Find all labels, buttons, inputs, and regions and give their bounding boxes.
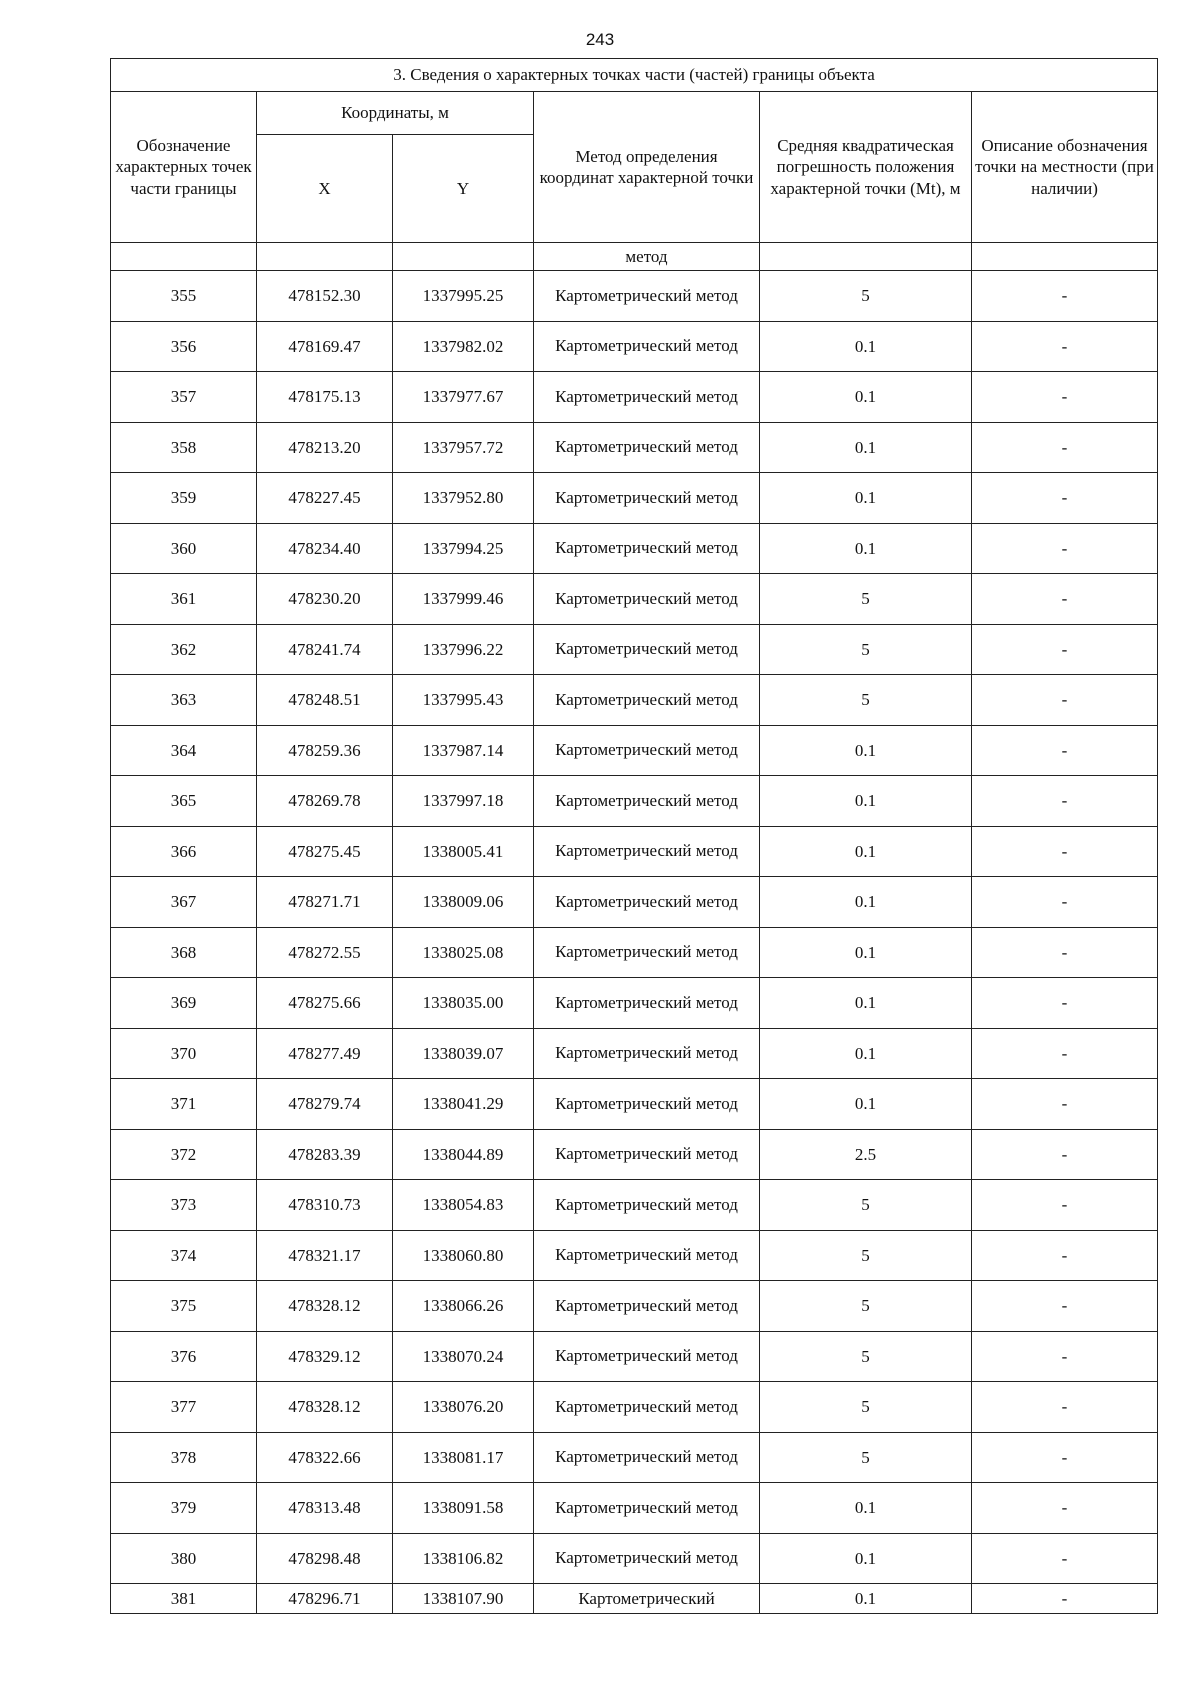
cell-x: 478329.12 (257, 1331, 393, 1382)
table-row (111, 321, 1158, 372)
cell-description: - (972, 574, 1158, 625)
cell-point: 362 (111, 624, 257, 675)
cell-method: Картометрический метод (534, 1281, 760, 1332)
header-description: Описание обозначения точки на местности (при наличии) (972, 92, 1158, 243)
table-row (111, 624, 1158, 675)
cell-method: Картометрический метод (534, 523, 760, 574)
cell-error: 0.1 (760, 725, 972, 776)
cell-y: 1338035.00 (393, 978, 534, 1029)
cell-point: 356 (111, 321, 257, 372)
cell-description: - (972, 1230, 1158, 1281)
table-row (111, 1483, 1158, 1534)
cell-x: 478227.45 (257, 473, 393, 524)
cell-point: 355 (111, 271, 257, 322)
cell-error: 5 (760, 1281, 972, 1332)
cell-point: 376 (111, 1331, 257, 1382)
cell-point: 380 (111, 1533, 257, 1584)
cell-description: - (972, 1180, 1158, 1231)
cell-error: 0.1 (760, 877, 972, 928)
cell-error: 0.1 (760, 776, 972, 827)
cell-y: 1337994.25 (393, 523, 534, 574)
cell-point: 367 (111, 877, 257, 928)
cell-description: - (972, 1129, 1158, 1180)
cell-y: 1338091.58 (393, 1483, 534, 1534)
cell-x: 478175.13 (257, 372, 393, 423)
cell-method: Картометрический метод (534, 1331, 760, 1382)
cell-method: Картометрический метод (534, 1533, 760, 1584)
cell-description: - (972, 422, 1158, 473)
cell-empty (257, 243, 393, 271)
cell-description: - (972, 927, 1158, 978)
cell-description: - (972, 372, 1158, 423)
cell-method: Картометрический метод (534, 776, 760, 827)
cell-error: 5 (760, 1382, 972, 1433)
cell-point: 378 (111, 1432, 257, 1483)
cell-error: 0.1 (760, 826, 972, 877)
continuation-row (111, 243, 1158, 271)
cell-x: 478279.74 (257, 1079, 393, 1130)
cell-error: 0.1 (760, 523, 972, 574)
cell-method: Картометрический метод (534, 624, 760, 675)
cell-y: 1338009.06 (393, 877, 534, 928)
cell-point: 361 (111, 574, 257, 625)
cell-description: - (972, 1432, 1158, 1483)
cell-point: 371 (111, 1079, 257, 1130)
cell-point: 372 (111, 1129, 257, 1180)
cell-method: Картометрический метод (534, 927, 760, 978)
header-point: Обозначение характерных точек части границы (111, 92, 257, 243)
cell-description: - (972, 1533, 1158, 1584)
table-row (111, 1028, 1158, 1079)
table-row (111, 776, 1158, 827)
cell-description: - (972, 1483, 1158, 1534)
cell-description: - (972, 877, 1158, 928)
cell-method: Картометрический метод (534, 1180, 760, 1231)
cell-error: 0.1 (760, 1584, 972, 1614)
cell-y: 1338044.89 (393, 1129, 534, 1180)
cell-error: 0.1 (760, 321, 972, 372)
table-row (111, 1281, 1158, 1332)
cell-method: Картометрический метод (534, 321, 760, 372)
cell-point: 370 (111, 1028, 257, 1079)
table-row (111, 1382, 1158, 1433)
cell-y: 1338054.83 (393, 1180, 534, 1231)
cell-point: 379 (111, 1483, 257, 1534)
cell-description: - (972, 1028, 1158, 1079)
cell-error: 5 (760, 271, 972, 322)
cell-method: Картометрический метод (534, 271, 760, 322)
cell-method: Картометрический метод (534, 372, 760, 423)
table-row (111, 927, 1158, 978)
cell-method: Картометрический метод (534, 725, 760, 776)
cell-x: 478241.74 (257, 624, 393, 675)
cell-description: - (972, 473, 1158, 524)
cell-x: 478310.73 (257, 1180, 393, 1231)
table-row (111, 1432, 1158, 1483)
cell-x: 478296.71 (257, 1584, 393, 1614)
cell-y: 1338070.24 (393, 1331, 534, 1382)
cell-description: - (972, 1382, 1158, 1433)
table-row (111, 473, 1158, 524)
cell-point: 359 (111, 473, 257, 524)
cell-point: 368 (111, 927, 257, 978)
cell-description: - (972, 1281, 1158, 1332)
cell-y: 1337977.67 (393, 372, 534, 423)
cell-y: 1337982.02 (393, 321, 534, 372)
table-row (111, 725, 1158, 776)
section-title: 3. Сведения о характерных точках части (частей) границы объекта (111, 59, 1158, 92)
cell-description: - (972, 271, 1158, 322)
cell-method: Картометрический метод (534, 422, 760, 473)
cell-method: Картометрический метод (534, 675, 760, 726)
cell-y: 1337995.25 (393, 271, 534, 322)
cell-x: 478313.48 (257, 1483, 393, 1534)
table-row (111, 372, 1158, 423)
cell-x: 478275.45 (257, 826, 393, 877)
table-row (111, 1584, 1158, 1614)
cell-error: 0.1 (760, 372, 972, 423)
cell-y: 1337987.14 (393, 725, 534, 776)
cell-error: 0.1 (760, 1028, 972, 1079)
table-row (111, 1129, 1158, 1180)
cell-y: 1337952.80 (393, 473, 534, 524)
table-row (111, 978, 1158, 1029)
table-row (111, 1533, 1158, 1584)
cell-x: 478259.36 (257, 725, 393, 776)
cell-error: 0.1 (760, 473, 972, 524)
cell-description: - (972, 321, 1158, 372)
cell-description: - (972, 624, 1158, 675)
cell-point: 375 (111, 1281, 257, 1332)
cell-method: Картометрический метод (534, 1432, 760, 1483)
cell-description: - (972, 1079, 1158, 1130)
cell-x: 478283.39 (257, 1129, 393, 1180)
table-row (111, 574, 1158, 625)
cell-x: 478271.71 (257, 877, 393, 928)
cell-error: 0.1 (760, 1533, 972, 1584)
cell-x: 478152.30 (257, 271, 393, 322)
cell-empty (393, 243, 534, 271)
table-row (111, 675, 1158, 726)
cell-y: 1337997.18 (393, 776, 534, 827)
cell-x: 478230.20 (257, 574, 393, 625)
cell-point: 363 (111, 675, 257, 726)
cell-x: 478169.47 (257, 321, 393, 372)
cell-error: 5 (760, 1432, 972, 1483)
cell-description: - (972, 826, 1158, 877)
cell-y: 1338039.07 (393, 1028, 534, 1079)
cell-x: 478275.66 (257, 978, 393, 1029)
cell-method: Картометрический метод (534, 1028, 760, 1079)
cell-error: 5 (760, 1230, 972, 1281)
table-row (111, 1180, 1158, 1231)
cell-method: Картометрический метод (534, 473, 760, 524)
cell-point: 374 (111, 1230, 257, 1281)
cell-y: 1337995.43 (393, 675, 534, 726)
cell-x: 478298.48 (257, 1533, 393, 1584)
table-row (111, 1331, 1158, 1382)
cell-description: - (972, 1331, 1158, 1382)
header-x: X (257, 135, 393, 243)
cell-point: 358 (111, 422, 257, 473)
continuation-method: метод (534, 243, 760, 271)
cell-error: 5 (760, 675, 972, 726)
cell-point: 365 (111, 776, 257, 827)
cell-error: 0.1 (760, 927, 972, 978)
points-table (110, 58, 1158, 1614)
cell-empty (111, 243, 257, 271)
cell-point: 360 (111, 523, 257, 574)
cell-error: 5 (760, 624, 972, 675)
cell-x: 478213.20 (257, 422, 393, 473)
cell-error: 5 (760, 1180, 972, 1231)
cell-point: 366 (111, 826, 257, 877)
table-row (111, 1230, 1158, 1281)
cell-x: 478234.40 (257, 523, 393, 574)
cell-empty (760, 243, 972, 271)
cell-error: 0.1 (760, 978, 972, 1029)
cell-description: - (972, 776, 1158, 827)
table-row (111, 271, 1158, 322)
cell-y: 1338076.20 (393, 1382, 534, 1433)
header-y: Y (393, 135, 534, 243)
cell-method: Картометрический метод (534, 978, 760, 1029)
table-row (111, 422, 1158, 473)
cell-error: 0.1 (760, 422, 972, 473)
header-error: Средняя квадратическая погрешность положения характерной точки (Mt), м (760, 92, 972, 243)
cell-method: Картометрический метод (534, 1382, 760, 1433)
page-number: 243 (585, 30, 615, 49)
cell-point: 357 (111, 372, 257, 423)
cell-y: 1338081.17 (393, 1432, 534, 1483)
cell-y: 1338107.90 (393, 1584, 534, 1614)
cell-y: 1338066.26 (393, 1281, 534, 1332)
table-row (111, 1079, 1158, 1130)
cell-x: 478321.17 (257, 1230, 393, 1281)
cell-error: 5 (760, 1331, 972, 1382)
cell-description: - (972, 523, 1158, 574)
cell-method: Картометрический метод (534, 1230, 760, 1281)
cell-method: Картометрический метод (534, 877, 760, 928)
table-row (111, 523, 1158, 574)
cell-x: 478248.51 (257, 675, 393, 726)
cell-point: 364 (111, 725, 257, 776)
cell-point: 381 (111, 1584, 257, 1614)
cell-x: 478272.55 (257, 927, 393, 978)
cell-method: Картометрический метод (534, 1079, 760, 1130)
cell-y: 1338060.80 (393, 1230, 534, 1281)
cell-description: - (972, 1584, 1158, 1614)
cell-method: Картометрический метод (534, 1483, 760, 1534)
cell-y: 1337996.22 (393, 624, 534, 675)
cell-description: - (972, 725, 1158, 776)
cell-y: 1338025.08 (393, 927, 534, 978)
cell-point: 373 (111, 1180, 257, 1231)
cell-y: 1337999.46 (393, 574, 534, 625)
cell-point: 369 (111, 978, 257, 1029)
cell-y: 1338005.41 (393, 826, 534, 877)
cell-description: - (972, 978, 1158, 1029)
cell-description: - (972, 675, 1158, 726)
cell-method: Картометрический метод (534, 574, 760, 625)
cell-method: Картометрический метод (534, 1129, 760, 1180)
cell-method: Картометрический метод (534, 826, 760, 877)
cell-error: 2.5 (760, 1129, 972, 1180)
cell-x: 478277.49 (257, 1028, 393, 1079)
cell-y: 1337957.72 (393, 422, 534, 473)
cell-x: 478322.66 (257, 1432, 393, 1483)
cell-point: 377 (111, 1382, 257, 1433)
table-row (111, 826, 1158, 877)
cell-x: 478328.12 (257, 1281, 393, 1332)
cell-x: 478328.12 (257, 1382, 393, 1433)
cell-x: 478269.78 (257, 776, 393, 827)
cell-empty (972, 243, 1158, 271)
cell-y: 1338041.29 (393, 1079, 534, 1130)
table-row (111, 877, 1158, 928)
cell-method: Картометрический (534, 1584, 760, 1614)
cell-y: 1338106.82 (393, 1533, 534, 1584)
cell-error: 5 (760, 574, 972, 625)
cell-error: 0.1 (760, 1483, 972, 1534)
header-coords: Координаты, м (257, 92, 534, 135)
cell-error: 0.1 (760, 1079, 972, 1130)
header-method: Метод определения координат характерной точки (534, 92, 760, 243)
